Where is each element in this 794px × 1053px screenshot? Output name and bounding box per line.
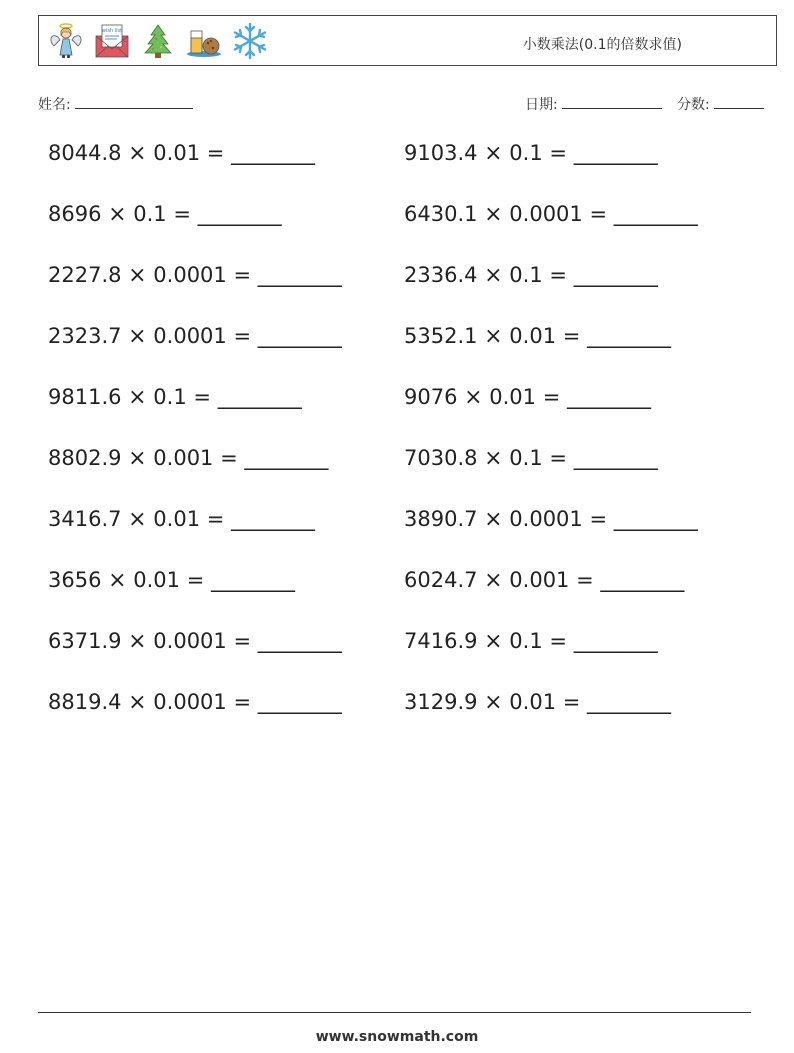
- problem-left-operand: 3129.9: [404, 690, 478, 714]
- answer-blank[interactable]: ________: [257, 263, 342, 287]
- equals-sign: =: [220, 446, 238, 470]
- problem-right-operand: 0.001: [153, 446, 214, 470]
- equals-sign: =: [576, 568, 594, 592]
- multiply-sign: ×: [108, 568, 127, 593]
- problem-left-operand: 9076: [404, 385, 458, 409]
- equals-sign: =: [549, 263, 567, 287]
- name-field: [38, 94, 193, 114]
- multiply-sign: ×: [464, 385, 483, 410]
- answer-blank[interactable]: ________: [231, 141, 316, 165]
- answer-blank[interactable]: ________: [567, 385, 652, 409]
- problem-item: [48, 570, 295, 592]
- problem-right-operand: 0.1: [509, 629, 543, 653]
- answer-blank[interactable]: ________: [613, 202, 698, 226]
- milk-and-cookies-icon: [185, 22, 223, 60]
- answer-blank[interactable]: ________: [587, 690, 672, 714]
- equals-sign: =: [562, 324, 581, 348]
- answer-blank[interactable]: ________: [217, 385, 302, 409]
- equals-sign: =: [233, 690, 252, 714]
- problem-left-operand: 6430.1: [404, 202, 478, 226]
- multiply-sign: ×: [484, 690, 503, 715]
- problem-right-operand: 0.0001: [509, 507, 583, 531]
- problem-right-operand: 0.01: [509, 324, 557, 348]
- problem-right-operand: 0.0001: [153, 629, 227, 653]
- wish-list-envelope-icon: [93, 22, 131, 60]
- problem-item: [404, 631, 658, 653]
- answer-blank[interactable]: ________: [257, 690, 342, 714]
- problem-left-operand: 8044.8: [48, 141, 122, 165]
- answer-blank[interactable]: ________: [211, 568, 296, 592]
- problem-left-operand: 2323.7: [48, 324, 122, 348]
- wish-list-text: wish list: [101, 28, 123, 34]
- problem-item: [48, 143, 315, 165]
- equals-sign: =: [562, 690, 581, 714]
- problem-right-operand: 0.0001: [153, 690, 227, 714]
- problem-left-operand: 5352.1: [404, 324, 478, 348]
- score-label: 分数:: [677, 97, 710, 113]
- answer-blank[interactable]: ________: [613, 507, 698, 531]
- problem-item: [404, 143, 658, 165]
- problem-left-operand: 2227.8: [48, 263, 122, 287]
- multiply-sign: ×: [128, 507, 147, 532]
- answer-blank[interactable]: ________: [244, 446, 329, 470]
- answer-blank[interactable]: ________: [197, 202, 282, 226]
- score-field: [677, 94, 764, 114]
- multiply-sign: ×: [128, 324, 147, 349]
- problem-left-operand: 3416.7: [48, 507, 122, 531]
- answer-blank[interactable]: ________: [600, 568, 685, 592]
- snowflake-icon: [231, 22, 269, 60]
- equals-sign: =: [233, 324, 252, 348]
- problem-right-operand: 0.001: [509, 568, 570, 592]
- answer-blank[interactable]: ________: [573, 141, 658, 165]
- angel-icon: [47, 22, 85, 60]
- date-blank[interactable]: [562, 94, 662, 109]
- answer-blank[interactable]: ________: [587, 324, 672, 348]
- multiply-sign: ×: [484, 568, 503, 593]
- problem-left-operand: 8802.9: [48, 446, 122, 470]
- problem-left-operand: 6371.9: [48, 629, 122, 653]
- problem-item: [48, 631, 342, 653]
- name-label: 姓名:: [38, 97, 71, 113]
- equals-sign: =: [549, 141, 567, 165]
- problem-right-operand: 0.1: [133, 202, 167, 226]
- problem-item: [404, 326, 671, 348]
- multiply-sign: ×: [484, 202, 503, 227]
- multiply-sign: ×: [108, 202, 127, 227]
- answer-blank[interactable]: ________: [573, 446, 658, 470]
- worksheet-header: [38, 15, 777, 66]
- problem-item: [48, 265, 342, 287]
- problem-left-operand: 8696: [48, 202, 102, 226]
- answer-blank[interactable]: ________: [573, 629, 658, 653]
- answer-blank[interactable]: ________: [257, 324, 342, 348]
- equals-sign: =: [173, 202, 191, 226]
- multiply-sign: ×: [484, 629, 503, 654]
- problem-left-operand: 7030.8: [404, 446, 478, 470]
- problem-item: [48, 204, 282, 226]
- date-field: [525, 94, 662, 114]
- problem-item: [404, 265, 658, 287]
- problem-right-operand: 0.01: [153, 507, 201, 531]
- problem-right-operand: 0.0001: [153, 263, 227, 287]
- equals-sign: =: [233, 629, 252, 653]
- problem-right-operand: 0.01: [489, 385, 537, 409]
- problem-right-operand: 0.1: [509, 141, 543, 165]
- problem-left-operand: 7416.9: [404, 629, 478, 653]
- problem-right-operand: 0.0001: [509, 202, 583, 226]
- equals-sign: =: [589, 202, 608, 226]
- header-icons: [47, 22, 269, 60]
- problem-right-operand: 0.01: [509, 690, 557, 714]
- equals-sign: =: [186, 568, 205, 592]
- problem-item: [404, 448, 658, 470]
- multiply-sign: ×: [128, 629, 147, 654]
- multiply-sign: ×: [128, 263, 147, 288]
- problem-right-operand: 0.1: [509, 263, 543, 287]
- equals-sign: =: [549, 446, 567, 470]
- multiply-sign: ×: [484, 324, 503, 349]
- answer-blank[interactable]: ________: [573, 263, 658, 287]
- equals-sign: =: [233, 263, 252, 287]
- name-blank[interactable]: [75, 94, 193, 109]
- multiply-sign: ×: [128, 690, 147, 715]
- problem-left-operand: 9811.6: [48, 385, 122, 409]
- multiply-sign: ×: [484, 263, 503, 288]
- problem-item: [48, 509, 315, 531]
- answer-blank[interactable]: ________: [257, 629, 342, 653]
- multiply-sign: ×: [484, 446, 503, 471]
- problem-left-operand: 8819.4: [48, 690, 122, 714]
- problem-item: [48, 448, 328, 470]
- problem-item: [48, 692, 342, 714]
- problem-left-operand: 3656: [48, 568, 102, 592]
- equals-sign: =: [206, 507, 225, 531]
- equals-sign: =: [549, 629, 567, 653]
- problem-right-operand: 0.1: [509, 446, 543, 470]
- date-label: 日期:: [525, 97, 558, 113]
- multiply-sign: ×: [484, 507, 503, 532]
- problem-item: [404, 387, 651, 409]
- problem-left-operand: 9103.4: [404, 141, 478, 165]
- problem-right-operand: 0.01: [133, 568, 181, 592]
- equals-sign: =: [193, 385, 211, 409]
- problem-item: [48, 387, 302, 409]
- equals-sign: =: [589, 507, 608, 531]
- multiply-sign: ×: [128, 446, 147, 471]
- score-blank[interactable]: [714, 94, 764, 109]
- christmas-tree-icon: [139, 22, 177, 60]
- worksheet-title: 小数乘法(0.1的倍数求值): [522, 37, 682, 53]
- equals-sign: =: [542, 385, 561, 409]
- multiply-sign: ×: [128, 141, 147, 166]
- footer-url: www.snowmath.com: [315, 1029, 479, 1045]
- multiply-sign: ×: [484, 141, 503, 166]
- problem-right-operand: 0.0001: [153, 324, 227, 348]
- problem-item: [404, 204, 698, 226]
- problem-item: [404, 570, 684, 592]
- problem-left-operand: 6024.7: [404, 568, 478, 592]
- answer-blank[interactable]: ________: [231, 507, 316, 531]
- problem-left-operand: 2336.4: [404, 263, 478, 287]
- equals-sign: =: [206, 141, 225, 165]
- problem-right-operand: 0.1: [153, 385, 187, 409]
- problem-left-operand: 3890.7: [404, 507, 478, 531]
- problem-item: [404, 509, 698, 531]
- problem-right-operand: 0.01: [153, 141, 201, 165]
- problem-item: [404, 692, 671, 714]
- footer-divider: [38, 1012, 751, 1013]
- multiply-sign: ×: [128, 385, 147, 410]
- problem-item: [48, 326, 342, 348]
